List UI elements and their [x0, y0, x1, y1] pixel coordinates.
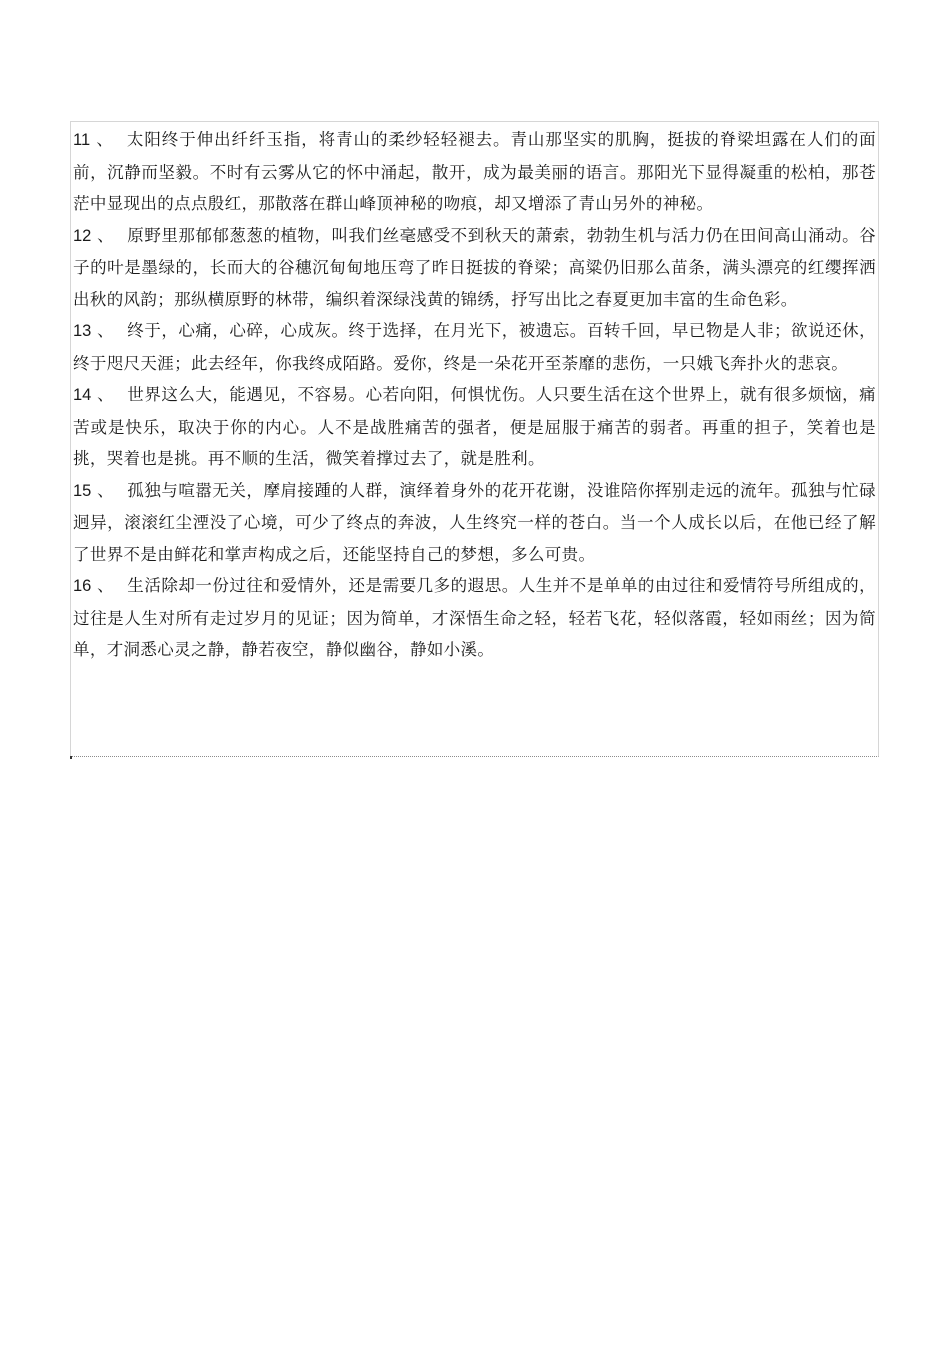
paragraph-text: 孤独与喧嚣无关，摩肩接踵的人群，演绎着身外的花开花谢，没谁陪你挥别走远的流年。孤独与忙碌迥异，滚滚红尘湮没了心境，可少了终点的奔波，人生终究一样的苍白。当一个人成长以后，在他已经了解了世界不是由鲜花和掌声构成之后，还能坚持自己的梦想，多么可贵。: [73, 480, 876, 564]
paragraph-text: 太阳终于伸出纤纤玉指，将青山的柔纱轻轻褪去。青山那坚实的肌胸，挺拔的脊梁坦露在人们的面前，沉静而坚毅。不时有云雾从它的怀中涌起，散开，成为最美丽的语言。那阳光下显得凝重的松柏，那苍茫中显现出的点点殷红，那散落在群山峰顶神秘的吻痕，却又增添了青山另外的神秘。: [73, 130, 876, 213]
text-frame: [70, 121, 879, 757]
paragraph-number: 16: [73, 577, 92, 595]
paragraph-13: [73, 315, 876, 379]
paragraph-number: 11: [73, 131, 91, 149]
paragraph-separator: 、: [97, 576, 114, 595]
paragraph-text: 终于，心痛，心碎，心成灰。终于选择，在月光下，被遗忘。百转千回，早已物是人非；欲说还休，终于咫尺天涯；此去经年，你我终成陌路。爱你，终是一朵花开至荼靡的悲伤，一只娥飞奔扑火的悲哀。: [73, 321, 876, 373]
paragraph-text: 世界这么大，能遇见，不容易。心若向阳，何惧忧伤。人只要生活在这个世界上，就有很多烦恼，痛苦或是快乐，取决于你的内心。人不是战胜痛苦的强者，便是屈服于痛苦的弱者。再重的担子，笑着也是挑，哭着也是挑。再不顺的生活，微笑着撑过去了，就是胜利。: [73, 385, 876, 468]
paragraph-14: [73, 379, 876, 475]
paragraph-number: 13: [73, 322, 92, 340]
paragraph-text: 原野里那郁郁葱葱的植物，叫我们丝毫感受不到秋天的萧索，勃勃生机与活力仍在田间高山涌动。谷子的叶是墨绿的，长而大的谷穗沉甸甸地压弯了昨日挺拔的脊梁；高粱仍旧那么苗条，满头漂亮的红缨挥洒出秋的风韵；那纵横原野的林带，编织着深绿浅黄的锦绣，抒写出比之春夏更加丰富的生命色彩。: [73, 225, 876, 309]
frame-corner-mark: [70, 756, 72, 759]
paragraph-separator: 、: [97, 480, 114, 500]
paragraph-separator: 、: [96, 130, 114, 149]
paragraph-number: 15: [73, 481, 92, 500]
paragraph-separator: 、: [97, 321, 114, 340]
paragraph-15: [73, 475, 876, 571]
paragraph-number: 12: [73, 226, 92, 245]
paragraph-text: 生活除却一份过往和爱情外，还是需要几多的遐思。人生并不是单单的由过往和爱情符号所组成的，过往是人生对所有走过岁月的见证；因为简单，才深悟生命之轻，轻若飞花，轻似落霞，轻如雨丝；因为简单，才洞悉心灵之静，静若夜空，静似幽谷，静如小溪。: [73, 576, 876, 659]
paragraph-separator: 、: [97, 385, 114, 404]
paragraph-separator: 、: [97, 225, 114, 245]
paragraph-number: 14: [73, 386, 92, 404]
paragraph-12: [73, 220, 876, 316]
paragraph-11: [73, 124, 876, 220]
paragraph-16: [73, 570, 876, 666]
